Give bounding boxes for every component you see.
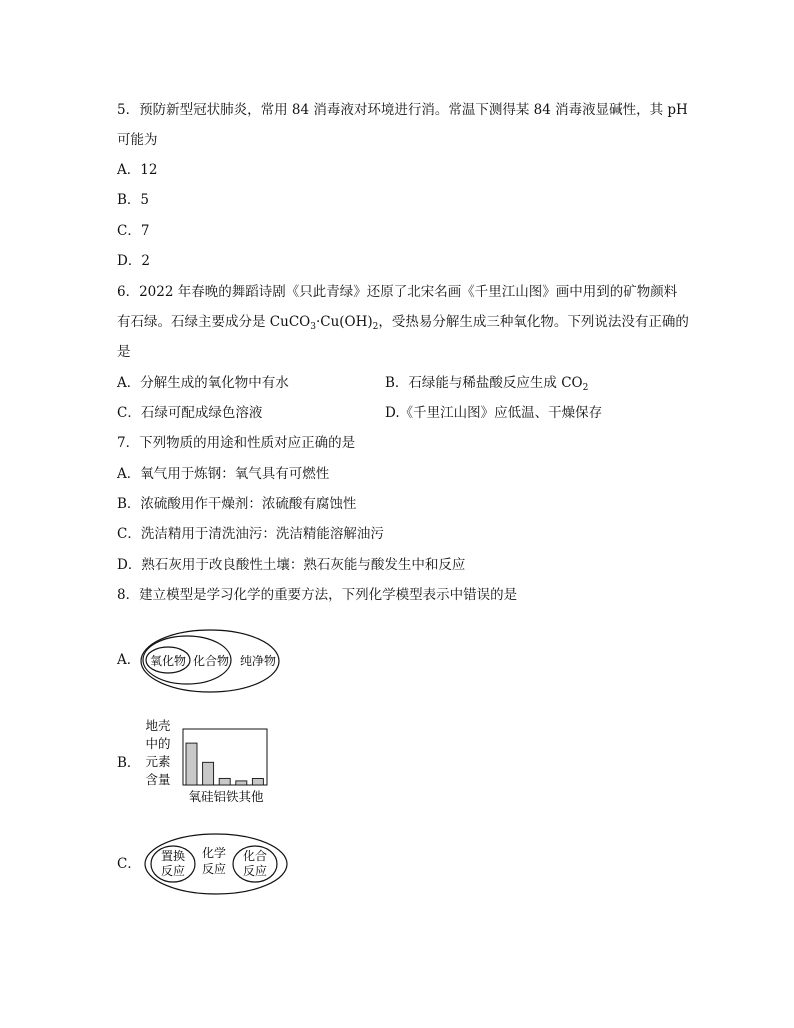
q7-option-b[interactable]: B．浓硫酸用作干燥剂：浓硫酸有腐蚀性	[117, 496, 357, 512]
combination-text-2: 反应	[242, 864, 268, 878]
oxide-text: 氧化物	[149, 654, 187, 668]
q8-diagram-b	[140, 716, 280, 812]
chem-reaction-text-2: 反应	[201, 862, 227, 876]
bar-2	[219, 778, 230, 785]
q7-option-a[interactable]: A．氧气用于炼钢：氧气具有可燃性	[117, 466, 330, 482]
x-axis-label: 氧硅铝铁其他	[188, 789, 264, 804]
bar-3	[236, 781, 247, 785]
q6-option-b[interactable]: B．石绿能与稀盐酸反应生成 $CO_2$	[385, 375, 589, 393]
q6-option-c[interactable]: C．石绿可配成绿色溶液	[117, 405, 263, 421]
pure-substance-text: 纯净物	[239, 654, 277, 668]
displacement-text-1: 置换	[160, 849, 186, 863]
bar-0	[186, 743, 197, 785]
combination-text-1: 化合	[242, 849, 268, 863]
q8-option-c-label[interactable]: C．	[117, 856, 141, 872]
bar-group	[186, 743, 263, 785]
q6-stem-line2: 有石绿。石绿主要成分是 $CuCO_3\cdot Cu(OH)_2$，受热易分解生成三种氧化物。下列说法没有正确的	[117, 314, 689, 332]
displacement-text-2: 反应	[160, 864, 186, 878]
q5-stem-line2: 可能为	[117, 132, 158, 148]
compound-text: 化合物	[192, 654, 230, 668]
q7-stem: 7．下列物质的用途和性质对应正确的是	[117, 435, 356, 451]
q8-option-a-label[interactable]: A．	[117, 652, 141, 668]
ylabel-line-1: 地壳	[145, 718, 171, 733]
bar-4	[252, 779, 263, 786]
q5-stem-line1: 5．预防新型冠状肺炎，常用 84 消毒液对环境进行消。常温下测得某 84 消毒液显碱性，其 pH	[117, 102, 688, 118]
ylabel-line-3: 元素	[145, 754, 171, 769]
q5-option-c[interactable]: C．7	[117, 223, 150, 239]
chem-reaction-text-1: 化学	[201, 846, 227, 860]
q6-stem-line3: 是	[117, 344, 131, 360]
q6-stem-line1: 6．2022 年春晚的舞蹈诗剧《只此青绿》还原了北宋名画《千里江山图》画中用到的矿物颜料	[117, 284, 678, 300]
q7-option-c[interactable]: C．洗洁精用于清洗油污：洗洁精能溶解油污	[117, 526, 384, 542]
q8-stem: 8．建立模型是学习化学的重要方法，下列化学模型表示中错误的是	[117, 587, 518, 603]
q5-option-a[interactable]: A．12	[117, 162, 158, 178]
q8-diagram-c	[143, 831, 289, 901]
q8-option-b-label[interactable]: B．	[117, 755, 141, 771]
q8-diagram-a	[140, 626, 290, 700]
q5-option-d[interactable]: D．2	[117, 253, 150, 269]
bar-1	[203, 762, 214, 785]
q6-option-d[interactable]: D.《千里江山图》应低温、干燥保存	[385, 405, 603, 421]
ylabel-line-2: 中的	[145, 736, 171, 751]
q7-option-d[interactable]: D．熟石灰用于改良酸性土壤：熟石灰能与酸发生中和反应	[117, 557, 466, 573]
q6-option-a[interactable]: A．分解生成的氧化物中有水	[117, 375, 289, 391]
q5-option-b[interactable]: B．5	[117, 192, 150, 208]
ylabel-line-4: 含量	[145, 772, 171, 787]
